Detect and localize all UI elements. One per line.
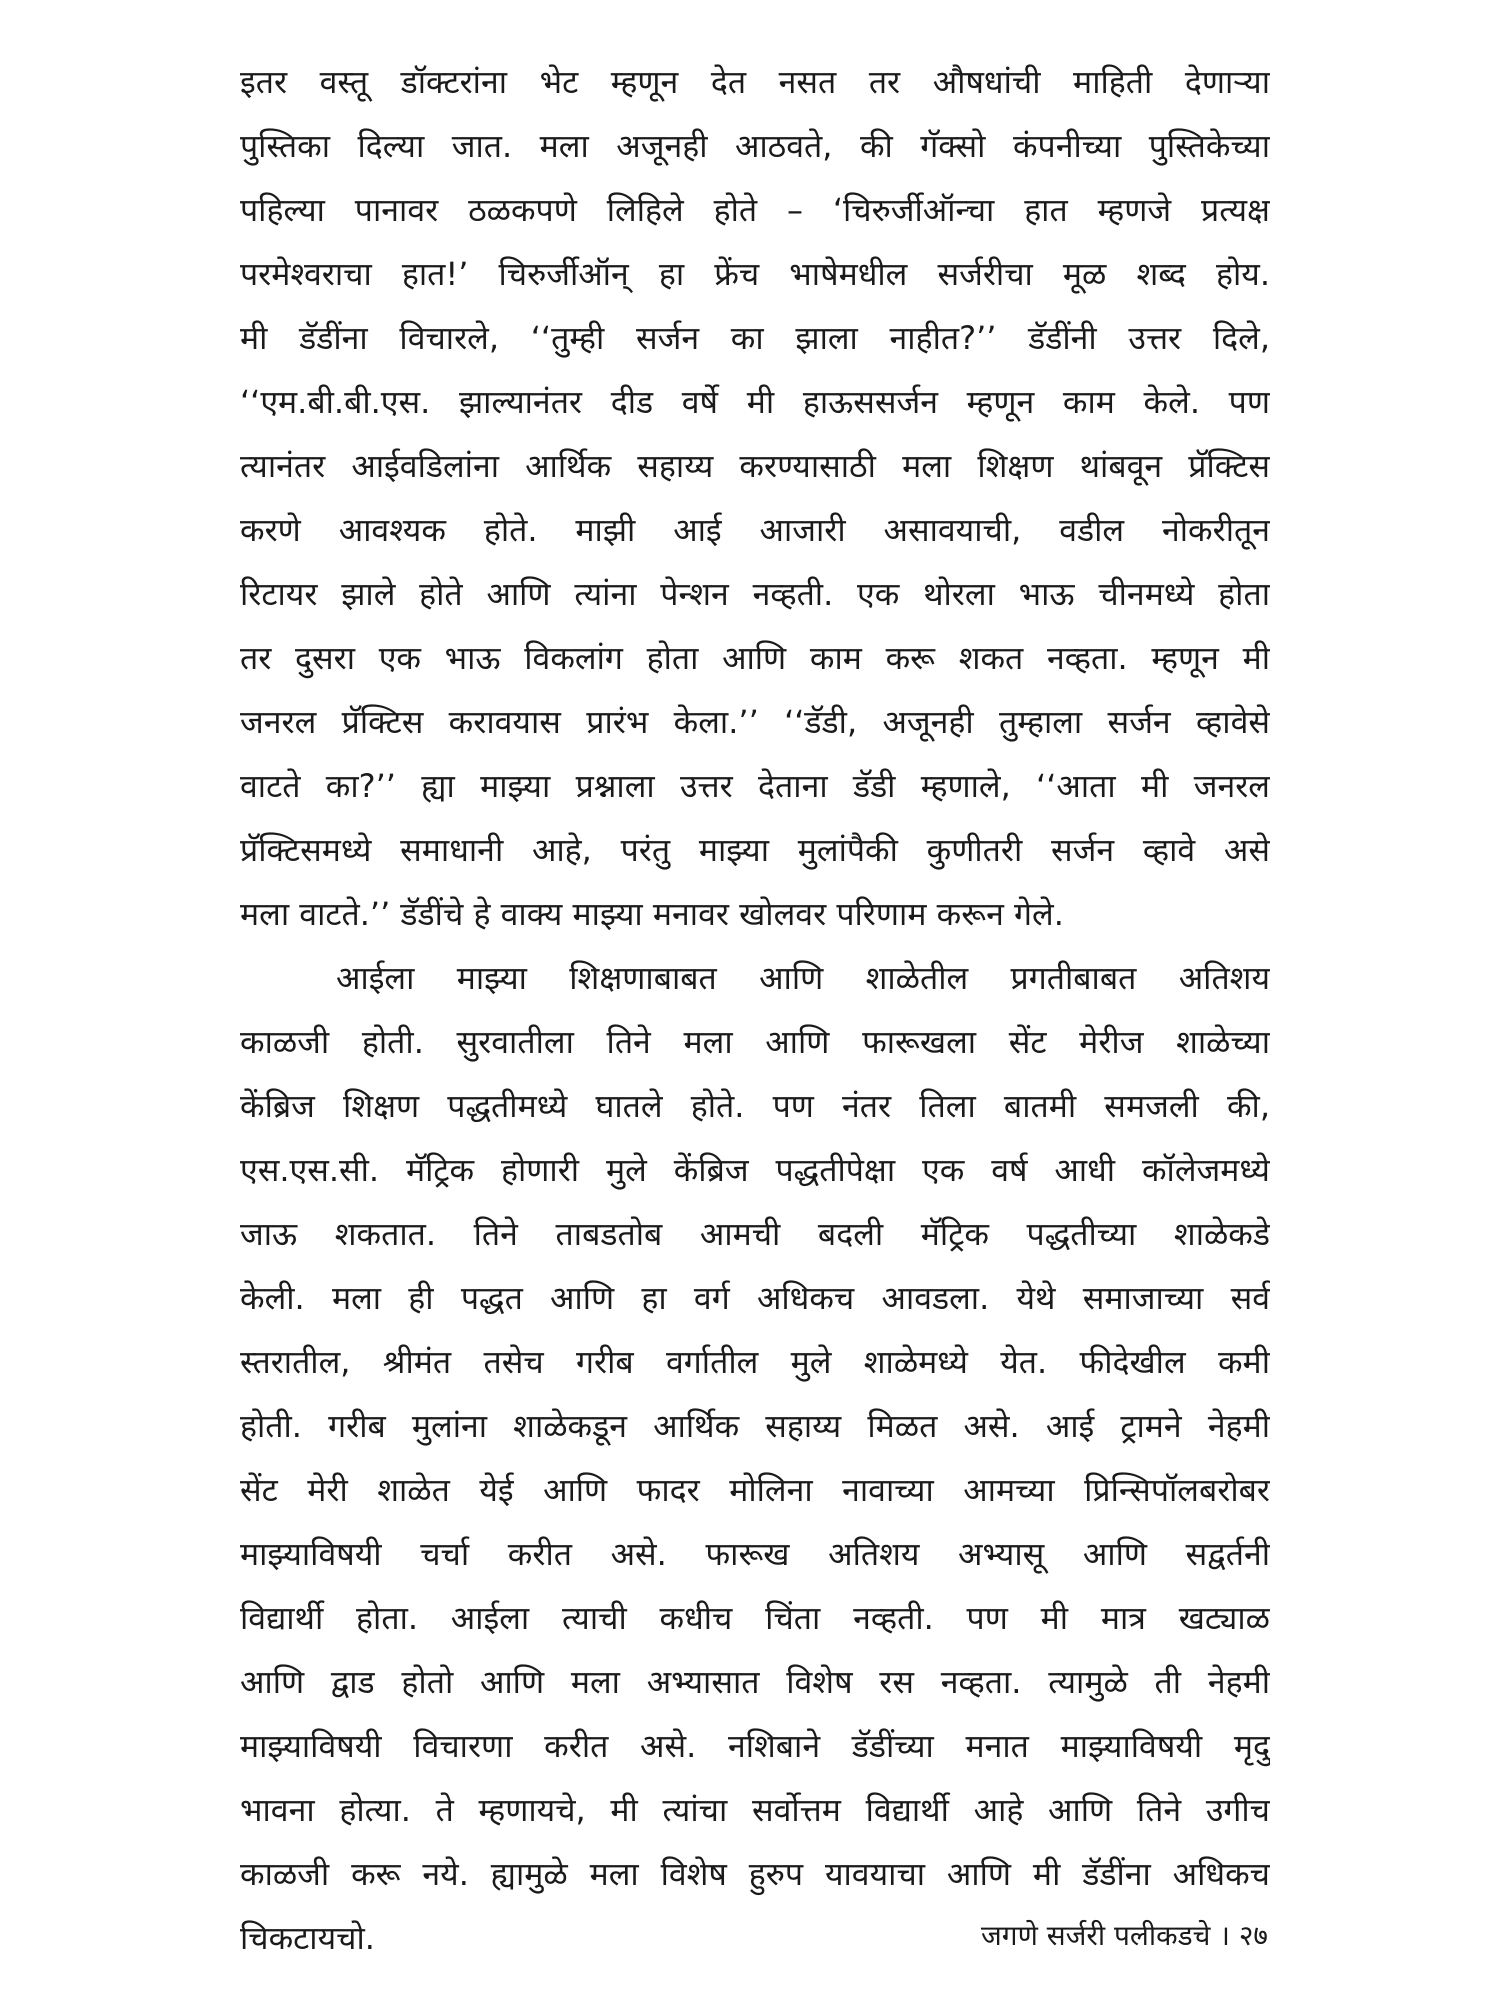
text-line: मी डॅडींना विचारले, ‘‘तुम्ही सर्जन का झाला नाहीत?’’ डॅडींनी उत्तर दिले, [240, 319, 1270, 357]
page-number: २७ [1238, 1919, 1268, 1952]
text-line: होती. गरीब मुलांना शाळेकडून आर्थिक सहाय्य मिळत असे. आई ट्रामने नेहमी [240, 1407, 1270, 1445]
text-line: विद्यार्थी होता. आईला त्याची कधीच चिंता नव्हती. पण मी मात्र खट्याळ [240, 1599, 1270, 1637]
text-line: केली. मला ही पद्धत आणि हा वर्ग अधिकच आवडला. येथे समाजाच्या सर्व [240, 1279, 1270, 1317]
footer-separator: । [1219, 1919, 1230, 1952]
text-line: जाऊ शकतात. तिने ताबडतोब आमची बदली मॅट्रिक पद्धतीच्या शाळेकडे [240, 1215, 1270, 1253]
text-line: पहिल्या पानावर ठळकपणे लिहिले होते – ‘चिरुर्जीऑन्चा हात म्हणजे प्रत्यक्ष [240, 191, 1270, 229]
text-line: करणे आवश्यक होते. माझी आई आजारी असावयाची, वडील नोकरीतून [240, 511, 1270, 549]
text-line: त्यानंतर आईवडिलांना आर्थिक सहाय्य करण्यासाठी मला शिक्षण थांबवून प्रॅक्टिस [240, 447, 1270, 485]
text-line: प्रॅक्टिसमध्ये समाधानी आहे, परंतु माझ्या मुलांपैकी कुणीतरी सर्जन व्हावे असे [240, 831, 1270, 869]
text-line: काळजी करू नये. ह्यामुळे मला विशेष हुरुप यावयाचा आणि मी डॅडींना अधिकच [240, 1855, 1270, 1893]
text-line: ‘‘एम.बी.बी.एस. झाल्यानंतर दीड वर्षे मी हाऊससर्जन म्हणून काम केले. पण [240, 383, 1270, 421]
text-line: भावना होत्या. ते म्हणायचे, मी त्यांचा सर्वोत्तम विद्यार्थी आहे आणि तिने उगीच [240, 1791, 1270, 1829]
body-text [240, 50, 1270, 1970]
text-line: इतर वस्तू डॉक्टरांना भेट म्हणून देत नसत तर औषधांची माहिती देणाऱ्या [240, 63, 1270, 101]
text-line: आईला माझ्या शिक्षणाबाबत आणि शाळेतील प्रगतीबाबत अतिशय [336, 959, 1270, 997]
text-line: तर दुसरा एक भाऊ विकलांग होता आणि काम करू शकत नव्हता. म्हणून मी [240, 639, 1270, 677]
text-line: रिटायर झाले होते आणि त्यांना पेन्शन नव्हती. एक थोरला भाऊ चीनमध्ये होता [240, 575, 1270, 613]
text-line: जनरल प्रॅक्टिस करावयास प्रारंभ केला.’’ ‘‘डॅडी, अजूनही तुम्हाला सर्जन व्हावेसे [240, 703, 1270, 741]
paragraph-2 [240, 946, 1270, 1970]
text-line: वाटते का?’’ ह्या माझ्या प्रश्नाला उत्तर देताना डॅडी म्हणाले, ‘‘आता मी जनरल [240, 767, 1270, 805]
text-line: आणि द्वाड होतो आणि मला अभ्यासात विशेष रस नव्हता. त्यामुळे ती नेहमी [240, 1663, 1270, 1701]
page-footer [981, 1916, 1268, 1956]
text-line: माझ्याविषयी विचारणा करीत असे. नशिबाने डॅडींच्या मनात माझ्याविषयी मृदु [240, 1727, 1270, 1765]
text-line: चिकटायचो. [240, 1919, 375, 1957]
text-line: पुस्तिका दिल्या जात. मला अजूनही आठवते, की गॅक्सो कंपनीच्या पुस्तिकेच्या [240, 127, 1270, 165]
running-title: जगणे सर्जरी पलीकडचे [981, 1919, 1211, 1952]
text-line: काळजी होती. सुरवातीला तिने मला आणि फारूखला सेंट मेरीज शाळेच्या [240, 1023, 1270, 1061]
text-line: एस.एस.सी. मॅट्रिक होणारी मुले केंब्रिज पद्धतीपेक्षा एक वर्ष आधी कॉलेजमध्ये [240, 1151, 1270, 1189]
text-line: स्तरातील, श्रीमंत तसेच गरीब वर्गातील मुले शाळेमध्ये येत. फीदेखील कमी [240, 1343, 1270, 1381]
text-line: परमेश्वराचा हात!’ चिरुर्जीऑन् हा फ्रेंच भाषेमधील सर्जरीचा मूळ शब्द होय. [240, 255, 1270, 293]
text-line: केंब्रिज शिक्षण पद्धतीमध्ये घातले होते. पण नंतर तिला बातमी समजली की, [240, 1087, 1270, 1125]
text-line: माझ्याविषयी चर्चा करीत असे. फारूख अतिशय अभ्यासू आणि सद्वर्तनी [240, 1535, 1270, 1573]
text-line: सेंट मेरी शाळेत येई आणि फादर मोलिना नावाच्या आमच्या प्रिन्सिपॉलबरोबर [240, 1471, 1270, 1509]
text-line: मला वाटते.’’ डॅडींचे हे वाक्य माझ्या मनावर खोलवर परिणाम करून गेले. [240, 895, 1064, 933]
paragraph-1 [240, 50, 1270, 946]
